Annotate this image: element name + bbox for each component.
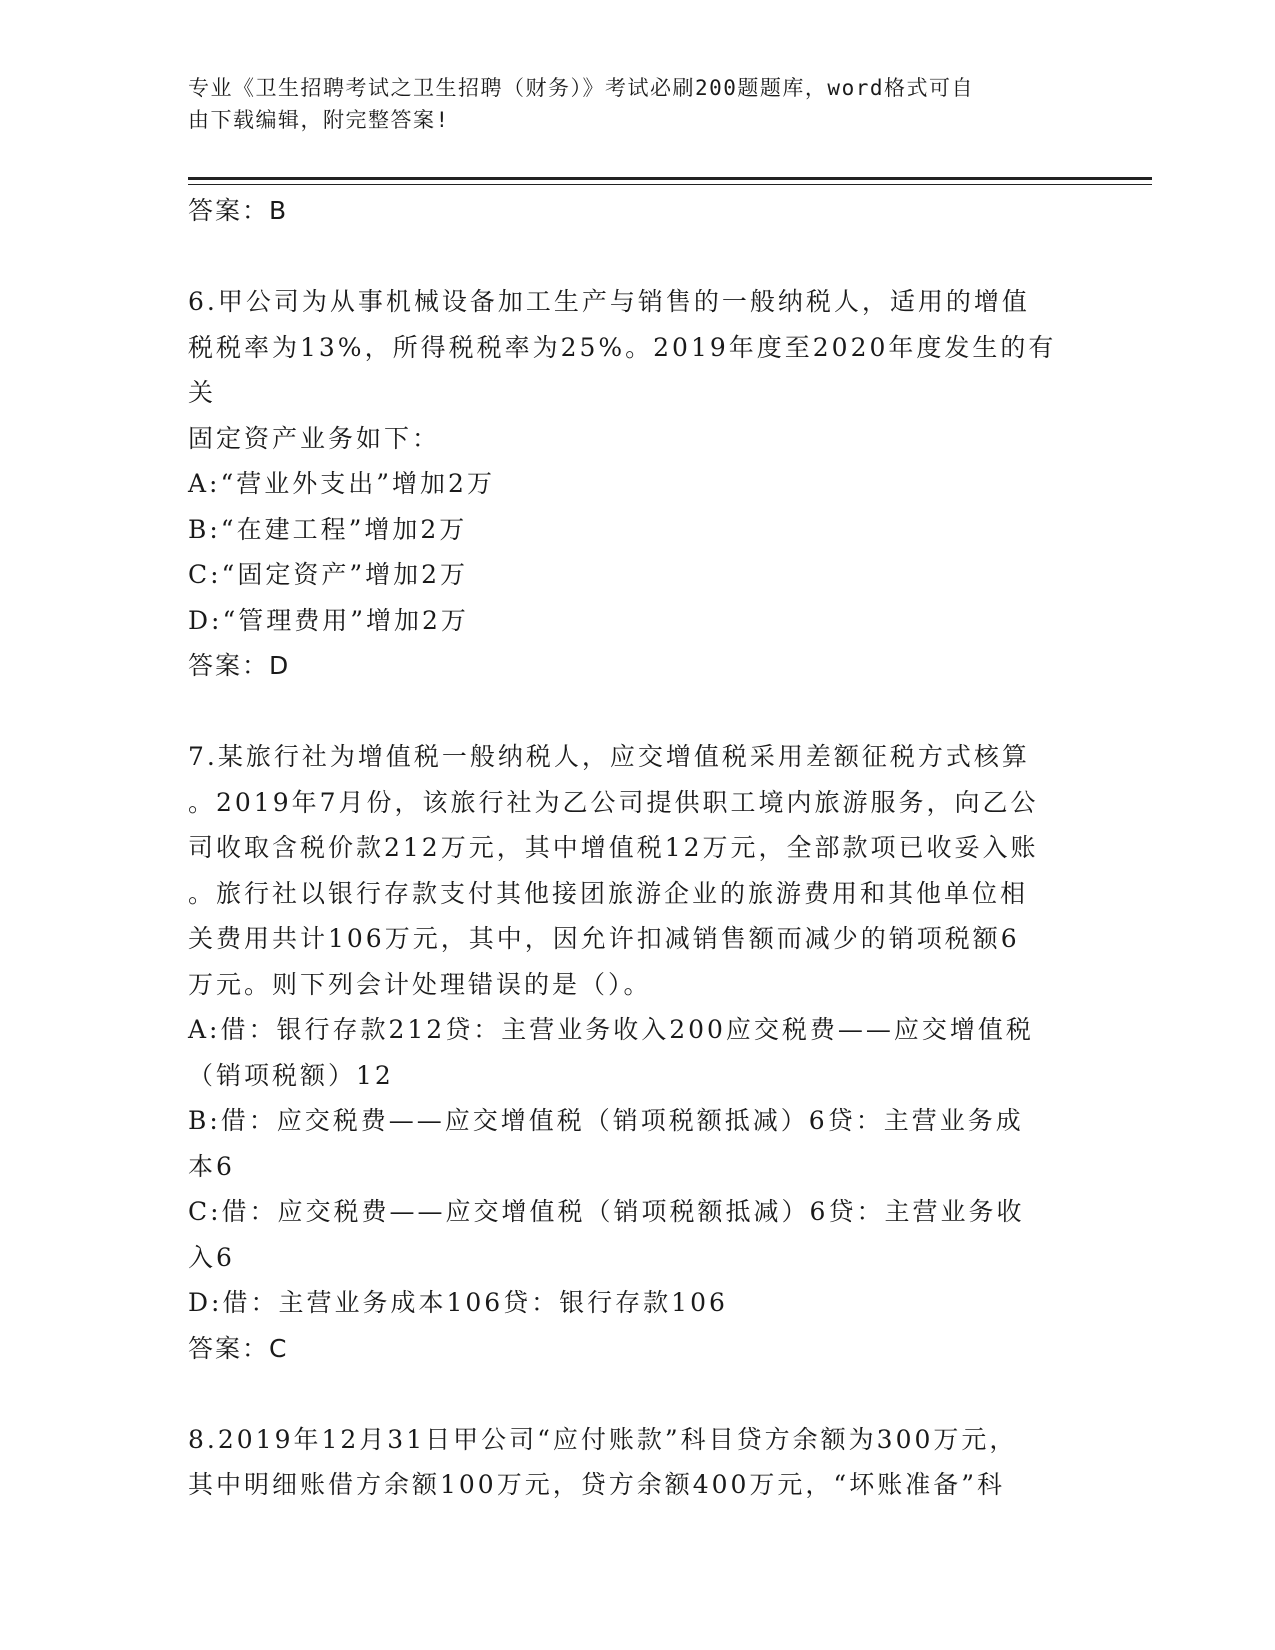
question-text-line: 关费用共计106万元，其中，因允许扣减销售额而减少的销项税额6 — [188, 924, 1020, 953]
option-b: B:借：应交税费——应交增值税（销项税额抵减）6贷：主营业务成 — [188, 1106, 1024, 1135]
option-d: D:借：主营业务成本106贷：银行存款106 — [188, 1288, 728, 1317]
header-line-2: 由下载编辑，附完整答案! — [188, 108, 450, 132]
answer-line: 答案：C — [188, 1333, 289, 1363]
question-6 — [188, 279, 1078, 689]
option-c-cont: 入6 — [188, 1242, 235, 1272]
header-rule-thick — [188, 177, 1152, 180]
question-8 — [188, 1417, 1078, 1508]
option-c: C:借：应交税费——应交增值税（销项税额抵减）6贷：主营业务收 — [188, 1197, 1025, 1226]
option-b-cont: 本6 — [188, 1151, 235, 1181]
question-text-line: 司收取含税价款212万元，其中增值税12万元，全部款项已收妥入账 — [188, 833, 1039, 862]
question-text-line: 8.2019年12月31日甲公司“应付账款”科目贷方余额为300万元， — [188, 1424, 1018, 1454]
option-d: D:“管理费用”增加2万 — [188, 605, 469, 635]
question-text-line: 。旅行社以银行存款支付其他接团旅游企业的旅游费用和其他单位相 — [188, 878, 1029, 908]
block-gap — [188, 689, 1078, 735]
answer-line: 答案：D — [188, 651, 291, 680]
block-gap — [188, 234, 1078, 280]
option-a: A:借：银行存款212贷：主营业务收入200应交税费——应交增值税 — [188, 1015, 1034, 1044]
document-header — [188, 72, 1078, 136]
document-body — [188, 188, 1078, 1508]
option-a: A:“营业外支出”增加2万 — [188, 469, 495, 498]
question-text-line: 6.甲公司为从事机械设备加工生产与销售的一般纳税人，适用的增值 — [188, 287, 1030, 316]
question-7 — [188, 734, 1078, 1371]
question-text-line: 。2019年7月份，该旅行社为乙公司提供职工境内旅游服务，向乙公 — [188, 787, 1039, 817]
answer-line: 答案：B — [188, 196, 289, 225]
header-line-1: 专业《卫生招聘考试之卫生招聘（财务）》考试必刷200题题库，word格式可自 — [188, 76, 974, 100]
question-text-line: 固定资产业务如下： — [188, 423, 441, 453]
option-c: C:“固定资产”增加2万 — [188, 560, 469, 589]
header-rule-thin — [188, 184, 1152, 185]
option-a-cont: （销项税额）12 — [188, 1060, 394, 1090]
question-text-line: 税税率为13%，所得税税率为25%。2019年度至2020年度发生的有关 — [188, 332, 1057, 407]
block-gap — [188, 1371, 1078, 1417]
question-text-line: 万元。则下列会计处理错误的是（）。 — [188, 969, 652, 999]
question-text-line: 其中明细账借方余额100万元，贷方余额400万元，“坏账准备”科 — [188, 1470, 1005, 1499]
option-b: B:“在建工程”增加2万 — [188, 514, 468, 544]
question-text-line: 7.某旅行社为增值税一般纳税人，应交增值税采用差额征税方式核算 — [188, 742, 1030, 771]
